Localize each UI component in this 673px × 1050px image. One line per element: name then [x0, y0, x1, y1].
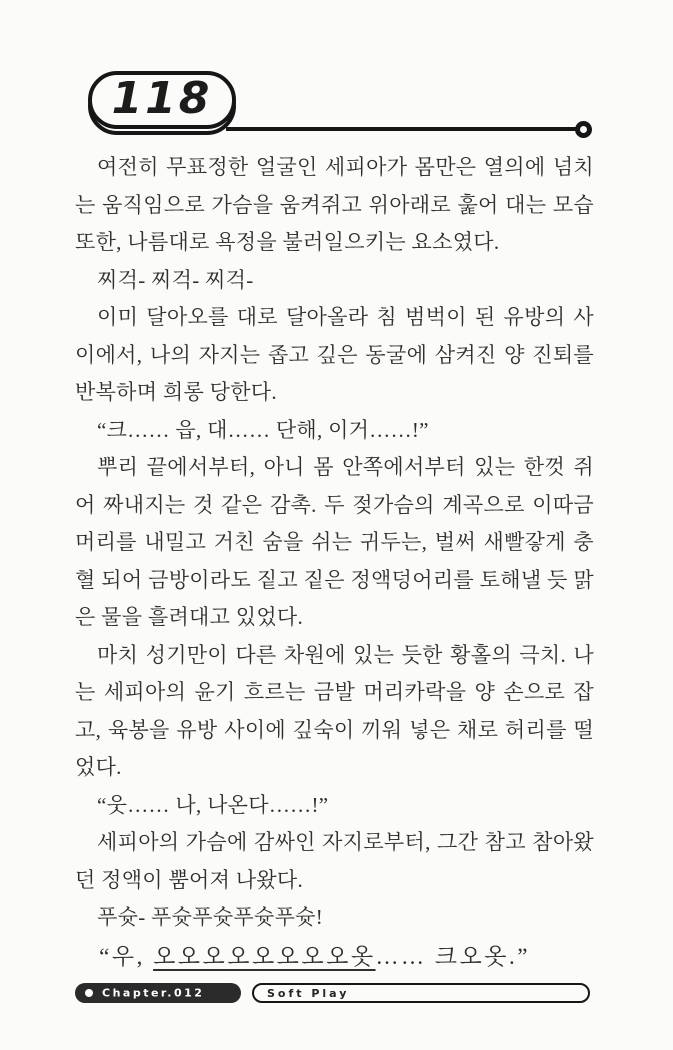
header-line-end-ring-icon [575, 121, 592, 138]
paragraph: 마치 성기만이 다른 차원에 있는 듯한 황홀의 극치. 나는 세피아의 윤기 흐르는 금발 머리카락을 양 손으로 잡고, 육봉을 유방 사이에 깊숙이 끼워 넣은 채로 허리를 떨었다. [75, 642, 594, 779]
footer-chapter-pill [75, 983, 241, 1003]
page-number: 118 [111, 72, 213, 124]
final-quote-prefix: “우, [99, 943, 154, 969]
header-rule-line [226, 127, 578, 131]
footer-section-pill [252, 983, 590, 1003]
bullet-dot-icon [85, 989, 93, 997]
footer-chapter-label: Chapter.012 [102, 986, 205, 999]
paragraph-sfx: 찌걱- 찌걱- 찌걱- [97, 267, 254, 292]
final-quote-suffix: …… 크오옷.” [375, 943, 530, 969]
final-quote-underlined: 오오오오오오오오옷 [153, 943, 376, 969]
paragraph-quote: “크…… 읍, 대…… 단해, 이거……!” [97, 417, 429, 442]
paragraph: 뿌리 끝에서부터, 아니 몸 안쪽에서부터 있는 한껏 쥐어 짜내지는 것 같은 감촉. 두 젖가슴의 계곡으로 이따금 머리를 내밀고 거친 숨을 쉬는 귀두는, 벌써 새빨갛게 충혈 되어 금방이라도 짙고 짙은 정액덩어리를 토해낼 듯 맑은 물을 흘려대고 있었다. [75, 455, 594, 629]
page-number-badge [88, 71, 236, 129]
paragraph-sfx: 푸슛- 푸슛푸슛푸슛푸슛! [97, 905, 324, 929]
footer-section-label: Soft Play [267, 986, 350, 1000]
paragraph: 세피아의 가슴에 감싸인 자지로부터, 그간 참고 참아왔던 정액이 뿜어져 나왔다. [75, 830, 594, 892]
paragraph: 이미 달아오를 대로 달아올라 침 범벅이 된 유방의 사이에서, 나의 자지는 좁고 깊은 동굴에 삼켜진 양 진퇴를 반복하며 희롱 당한다. [75, 305, 594, 404]
paragraph-quote: “웃…… 나, 나온다……!” [97, 792, 329, 817]
paragraph: 여전히 무표정한 얼굴인 세피아가 몸만은 열의에 넘치는 움직임으로 가슴을 움켜쥐고 위아래로 훑어 대는 모습 또한, 나름대로 욕정을 불러일으키는 요소였다. [75, 155, 594, 254]
paragraph-final-quote [75, 937, 594, 977]
page-body [75, 149, 594, 977]
